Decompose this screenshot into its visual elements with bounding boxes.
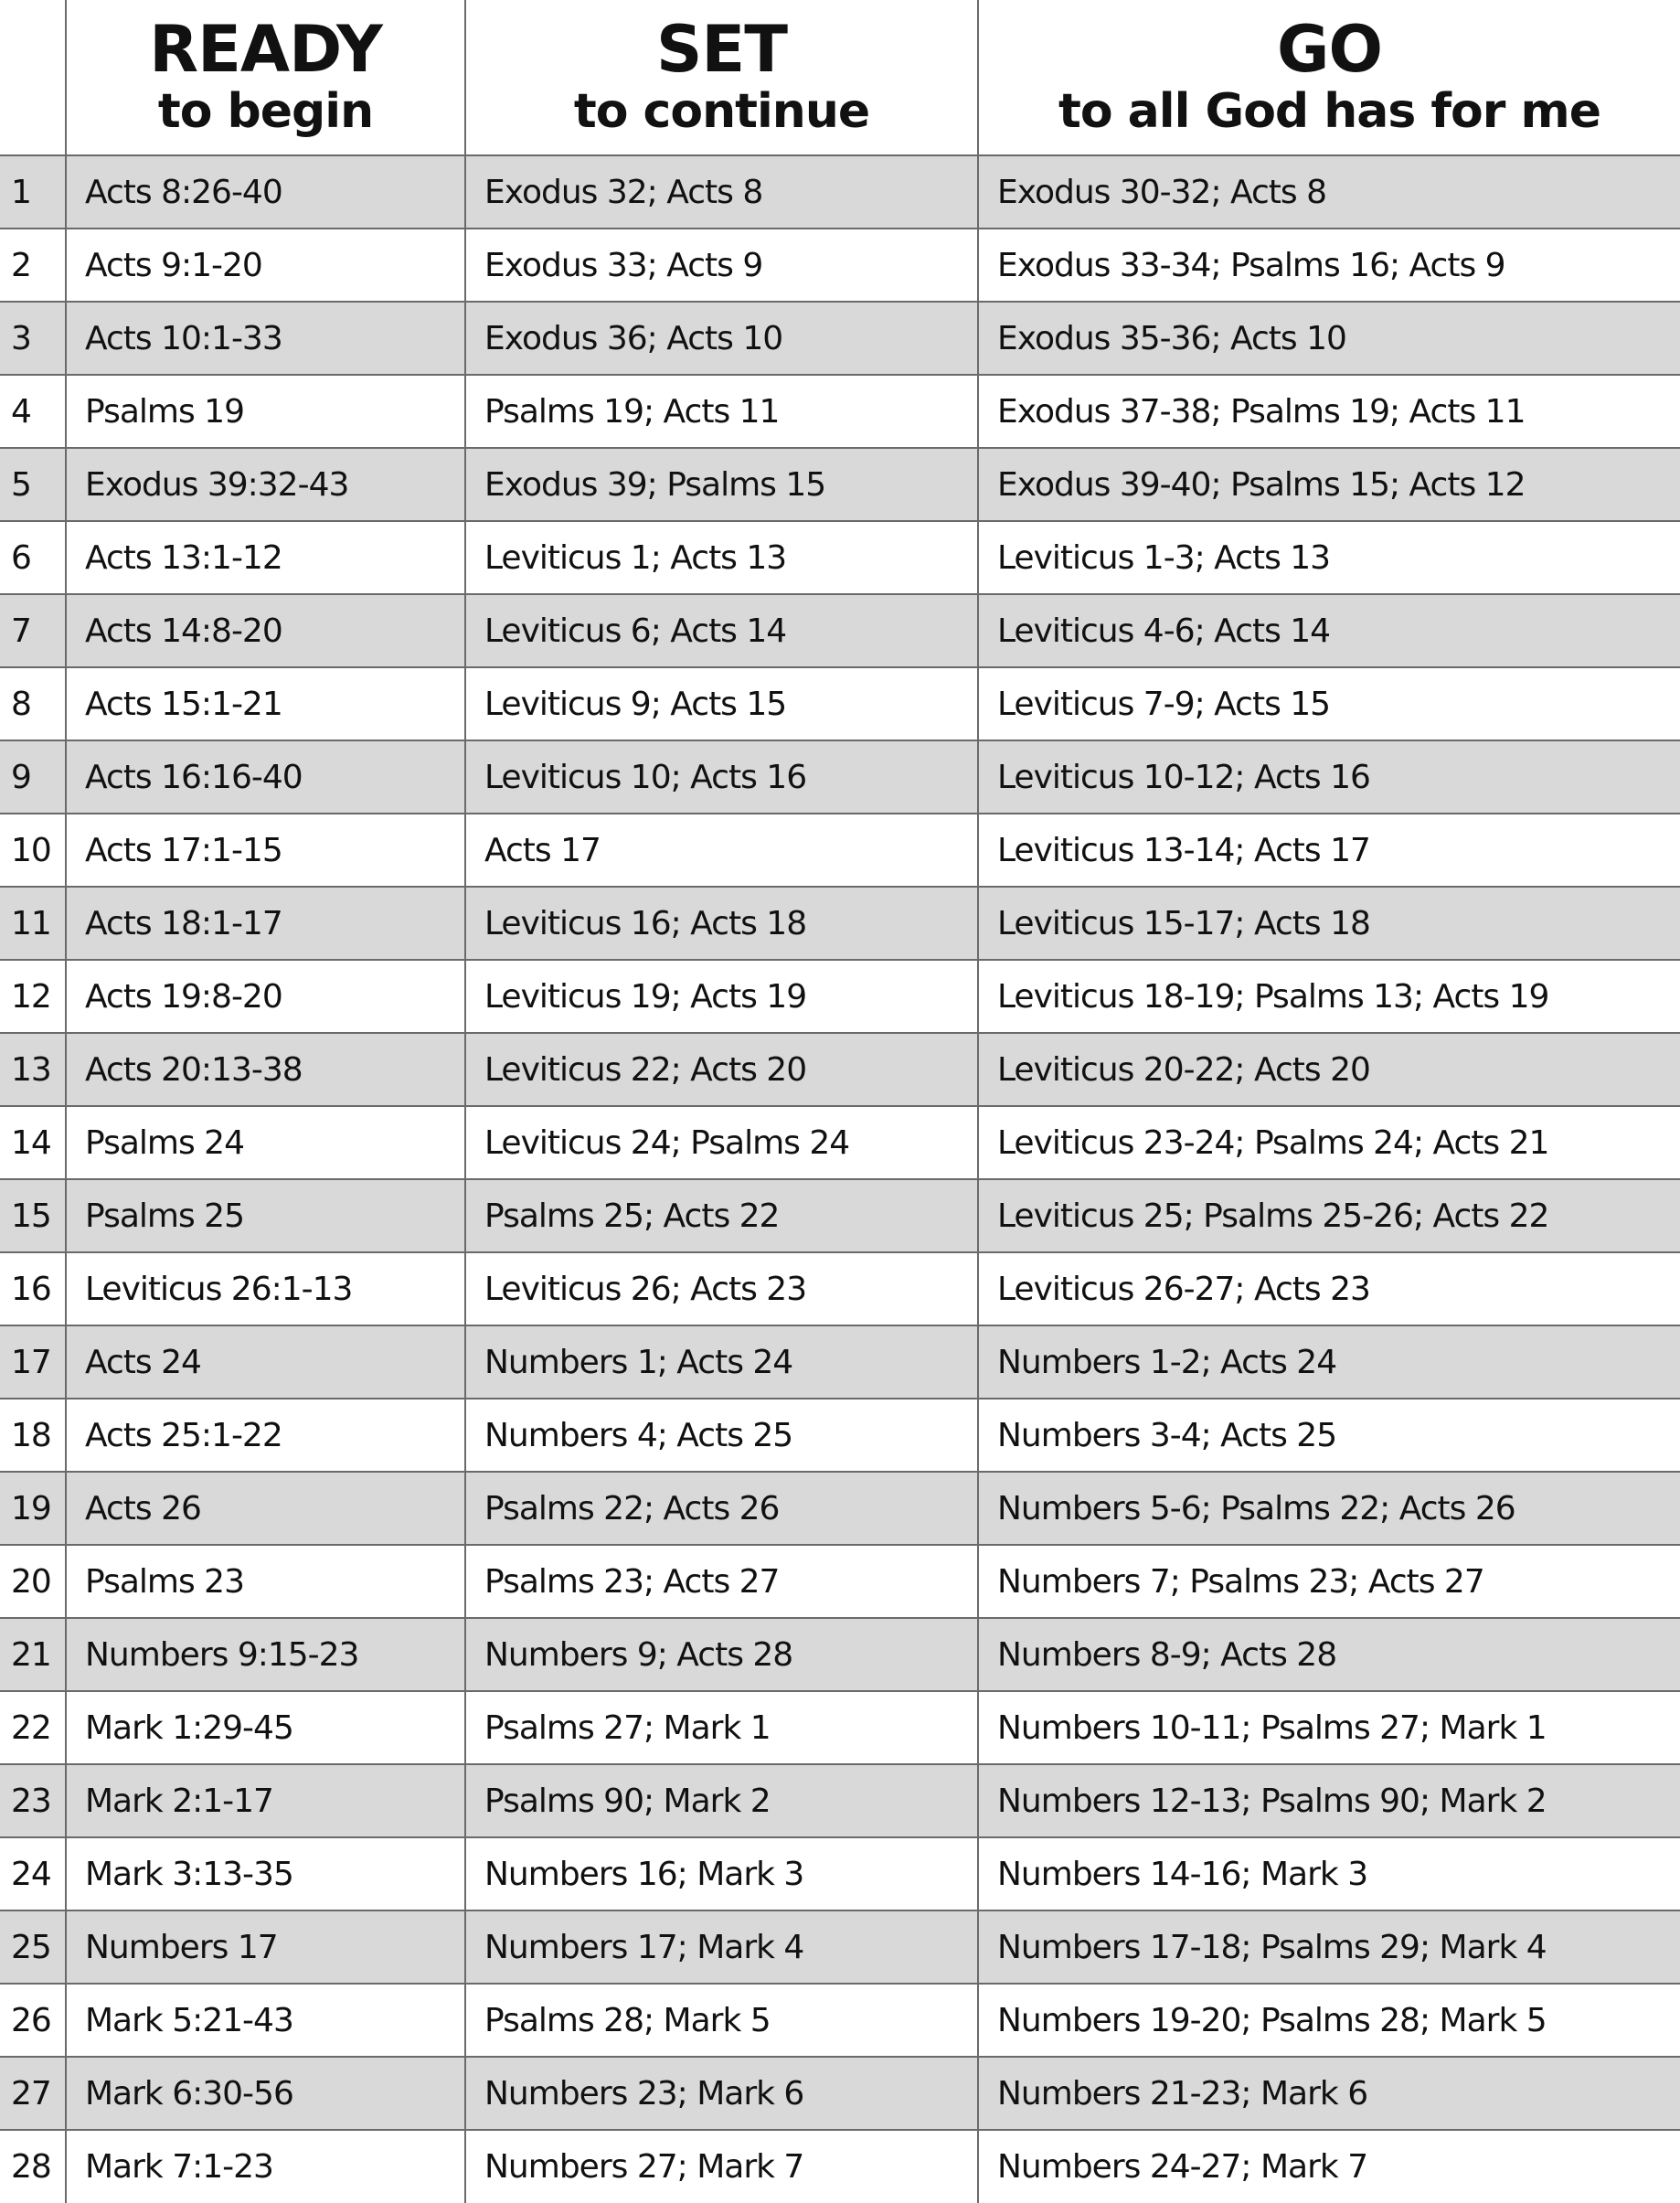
day-number-cell: 26 [0, 1984, 66, 2057]
ready-reading-cell: Acts 13:1-12 [66, 521, 465, 594]
day-number-cell: 15 [0, 1179, 66, 1252]
day-number-cell: 21 [0, 1618, 66, 1691]
go-reading-cell: Leviticus 15-17; Acts 18 [978, 887, 1680, 960]
set-reading-cell: Psalms 90; Mark 2 [465, 1764, 978, 1837]
table-row [0, 1252, 1680, 1325]
day-number-cell: 19 [0, 1472, 66, 1545]
day-number-cell: 20 [0, 1545, 66, 1618]
day-number-cell: 11 [0, 887, 66, 960]
set-reading-cell: Leviticus 26; Acts 23 [465, 1252, 978, 1325]
go-reading-cell: Numbers 17-18; Psalms 29; Mark 4 [978, 1910, 1680, 1984]
go-reading-cell: Numbers 21-23; Mark 6 [978, 2057, 1680, 2130]
go-column-header [978, 0, 1680, 155]
set-column-header [465, 0, 978, 155]
set-reading-cell: Leviticus 1; Acts 13 [465, 521, 978, 594]
table-row [0, 1472, 1680, 1545]
set-reading-cell: Numbers 17; Mark 4 [465, 1910, 978, 1984]
go-reading-cell: Numbers 14-16; Mark 3 [978, 1837, 1680, 1910]
ready-reading-cell: Acts 10:1-33 [66, 302, 465, 375]
go-reading-cell: Numbers 12-13; Psalms 90; Mark 2 [978, 1764, 1680, 1837]
go-reading-cell: Exodus 35-36; Acts 10 [978, 302, 1680, 375]
ready-reading-cell: Psalms 24 [66, 1106, 465, 1179]
table-row [0, 887, 1680, 960]
ready-reading-cell: Acts 20:13-38 [66, 1033, 465, 1106]
ready-reading-cell: Psalms 23 [66, 1545, 465, 1618]
go-reading-cell: Leviticus 26-27; Acts 23 [978, 1252, 1680, 1325]
ready-reading-cell: Exodus 39:32-43 [66, 448, 465, 521]
ready-reading-cell: Mark 2:1-17 [66, 1764, 465, 1837]
ready-reading-cell: Acts 19:8-20 [66, 960, 465, 1033]
set-reading-cell: Leviticus 9; Acts 15 [465, 667, 978, 740]
reading-plan-rows [0, 155, 1680, 2203]
day-number-cell: 2 [0, 229, 66, 302]
go-reading-cell: Leviticus 10-12; Acts 16 [978, 740, 1680, 814]
go-reading-cell: Leviticus 25; Psalms 25-26; Acts 22 [978, 1179, 1680, 1252]
go-title: GO [1277, 11, 1382, 87]
ready-reading-cell: Acts 24 [66, 1325, 465, 1399]
ready-title: READY [149, 11, 382, 87]
go-reading-cell: Numbers 5-6; Psalms 22; Acts 26 [978, 1472, 1680, 1545]
go-reading-cell: Leviticus 23-24; Psalms 24; Acts 21 [978, 1106, 1680, 1179]
go-reading-cell: Numbers 1-2; Acts 24 [978, 1325, 1680, 1399]
set-reading-cell: Leviticus 10; Acts 16 [465, 740, 978, 814]
set-reading-cell: Leviticus 24; Psalms 24 [465, 1106, 978, 1179]
day-number-cell: 8 [0, 667, 66, 740]
go-reading-cell: Leviticus 7-9; Acts 15 [978, 667, 1680, 740]
table-row [0, 448, 1680, 521]
table-row [0, 740, 1680, 814]
ready-reading-cell: Acts 15:1-21 [66, 667, 465, 740]
ready-reading-cell: Mark 3:13-35 [66, 1837, 465, 1910]
ready-reading-cell: Acts 9:1-20 [66, 229, 465, 302]
go-reading-cell: Leviticus 4-6; Acts 14 [978, 594, 1680, 667]
day-number-cell: 6 [0, 521, 66, 594]
set-reading-cell: Leviticus 22; Acts 20 [465, 1033, 978, 1106]
ready-reading-cell: Mark 6:30-56 [66, 2057, 465, 2130]
go-reading-cell: Numbers 10-11; Psalms 27; Mark 1 [978, 1691, 1680, 1764]
table-row [0, 1910, 1680, 1984]
day-number-cell: 10 [0, 814, 66, 887]
table-row [0, 1764, 1680, 1837]
table-row [0, 375, 1680, 448]
table-row [0, 1618, 1680, 1691]
table-row [0, 1984, 1680, 2057]
go-subtitle: to all God has for me [1058, 83, 1600, 139]
ready-reading-cell: Psalms 19 [66, 375, 465, 448]
table-row [0, 814, 1680, 887]
day-number-cell: 24 [0, 1837, 66, 1910]
go-reading-cell: Exodus 30-32; Acts 8 [978, 155, 1680, 229]
ready-reading-cell: Leviticus 26:1-13 [66, 1252, 465, 1325]
set-reading-cell: Psalms 22; Acts 26 [465, 1472, 978, 1545]
table-row [0, 1545, 1680, 1618]
set-reading-cell: Psalms 25; Acts 22 [465, 1179, 978, 1252]
set-reading-cell: Numbers 16; Mark 3 [465, 1837, 978, 1910]
table-row [0, 521, 1680, 594]
set-reading-cell: Numbers 9; Acts 28 [465, 1618, 978, 1691]
day-number-cell: 17 [0, 1325, 66, 1399]
day-number-cell: 5 [0, 448, 66, 521]
go-reading-cell: Leviticus 1-3; Acts 13 [978, 521, 1680, 594]
set-reading-cell: Numbers 23; Mark 6 [465, 2057, 978, 2130]
ready-reading-cell: Acts 25:1-22 [66, 1399, 465, 1472]
ready-reading-cell: Acts 17:1-15 [66, 814, 465, 887]
day-number-cell: 23 [0, 1764, 66, 1837]
table-row [0, 2130, 1680, 2203]
day-number-cell: 3 [0, 302, 66, 375]
set-reading-cell: Exodus 32; Acts 8 [465, 155, 978, 229]
ready-reading-cell: Acts 8:26-40 [66, 155, 465, 229]
day-number-cell: 28 [0, 2130, 66, 2203]
ready-reading-cell: Acts 26 [66, 1472, 465, 1545]
table-row [0, 960, 1680, 1033]
ready-reading-cell: Numbers 17 [66, 1910, 465, 1984]
set-reading-cell: Leviticus 16; Acts 18 [465, 887, 978, 960]
table-row [0, 2057, 1680, 2130]
day-number-cell: 25 [0, 1910, 66, 1984]
day-number-cell: 1 [0, 155, 66, 229]
set-reading-cell: Exodus 39; Psalms 15 [465, 448, 978, 521]
ready-reading-cell: Psalms 25 [66, 1179, 465, 1252]
go-reading-cell: Exodus 39-40; Psalms 15; Acts 12 [978, 448, 1680, 521]
go-reading-cell: Exodus 37-38; Psalms 19; Acts 11 [978, 375, 1680, 448]
ready-reading-cell: Acts 16:16-40 [66, 740, 465, 814]
set-reading-cell: Leviticus 19; Acts 19 [465, 960, 978, 1033]
day-number-cell: 13 [0, 1033, 66, 1106]
set-reading-cell: Acts 17 [465, 814, 978, 887]
set-title: SET [656, 11, 787, 87]
day-number-cell: 12 [0, 960, 66, 1033]
ready-reading-cell: Acts 18:1-17 [66, 887, 465, 960]
go-reading-cell: Numbers 24-27; Mark 7 [978, 2130, 1680, 2203]
set-reading-cell: Numbers 27; Mark 7 [465, 2130, 978, 2203]
day-number-cell: 7 [0, 594, 66, 667]
ready-reading-cell: Acts 14:8-20 [66, 594, 465, 667]
day-number-cell: 22 [0, 1691, 66, 1764]
table-row [0, 1033, 1680, 1106]
set-reading-cell: Exodus 36; Acts 10 [465, 302, 978, 375]
day-number-cell: 18 [0, 1399, 66, 1472]
go-reading-cell: Leviticus 18-19; Psalms 13; Acts 19 [978, 960, 1680, 1033]
ready-reading-cell: Mark 7:1-23 [66, 2130, 465, 2203]
set-reading-cell: Numbers 4; Acts 25 [465, 1399, 978, 1472]
go-reading-cell: Exodus 33-34; Psalms 16; Acts 9 [978, 229, 1680, 302]
ready-reading-cell: Mark 5:21-43 [66, 1984, 465, 2057]
go-reading-cell: Numbers 8-9; Acts 28 [978, 1618, 1680, 1691]
table-row [0, 302, 1680, 375]
day-number-header [0, 0, 66, 155]
go-reading-cell: Leviticus 13-14; Acts 17 [978, 814, 1680, 887]
set-reading-cell: Psalms 27; Mark 1 [465, 1691, 978, 1764]
table-row [0, 1691, 1680, 1764]
go-reading-cell: Leviticus 20-22; Acts 20 [978, 1033, 1680, 1106]
table-row [0, 667, 1680, 740]
set-subtitle: to continue [573, 83, 870, 139]
table-row [0, 155, 1680, 229]
day-number-cell: 4 [0, 375, 66, 448]
set-reading-cell: Psalms 28; Mark 5 [465, 1984, 978, 2057]
go-reading-cell: Numbers 7; Psalms 23; Acts 27 [978, 1545, 1680, 1618]
ready-subtitle: to begin [157, 83, 374, 139]
table-row [0, 229, 1680, 302]
table-row [0, 1399, 1680, 1472]
ready-column-header [66, 0, 465, 155]
day-number-cell: 16 [0, 1252, 66, 1325]
table-row [0, 1325, 1680, 1399]
set-reading-cell: Numbers 1; Acts 24 [465, 1325, 978, 1399]
table-row [0, 1179, 1680, 1252]
table-row [0, 1106, 1680, 1179]
table-row [0, 594, 1680, 667]
day-number-cell: 14 [0, 1106, 66, 1179]
set-reading-cell: Psalms 19; Acts 11 [465, 375, 978, 448]
ready-reading-cell: Numbers 9:15-23 [66, 1618, 465, 1691]
go-reading-cell: Numbers 3-4; Acts 25 [978, 1399, 1680, 1472]
day-number-cell: 27 [0, 2057, 66, 2130]
set-reading-cell: Leviticus 6; Acts 14 [465, 594, 978, 667]
table-row [0, 1837, 1680, 1910]
day-number-cell: 9 [0, 740, 66, 814]
go-reading-cell: Numbers 19-20; Psalms 28; Mark 5 [978, 1984, 1680, 2057]
set-reading-cell: Psalms 23; Acts 27 [465, 1545, 978, 1618]
ready-reading-cell: Mark 1:29-45 [66, 1691, 465, 1764]
set-reading-cell: Exodus 33; Acts 9 [465, 229, 978, 302]
header-row [0, 0, 1680, 155]
